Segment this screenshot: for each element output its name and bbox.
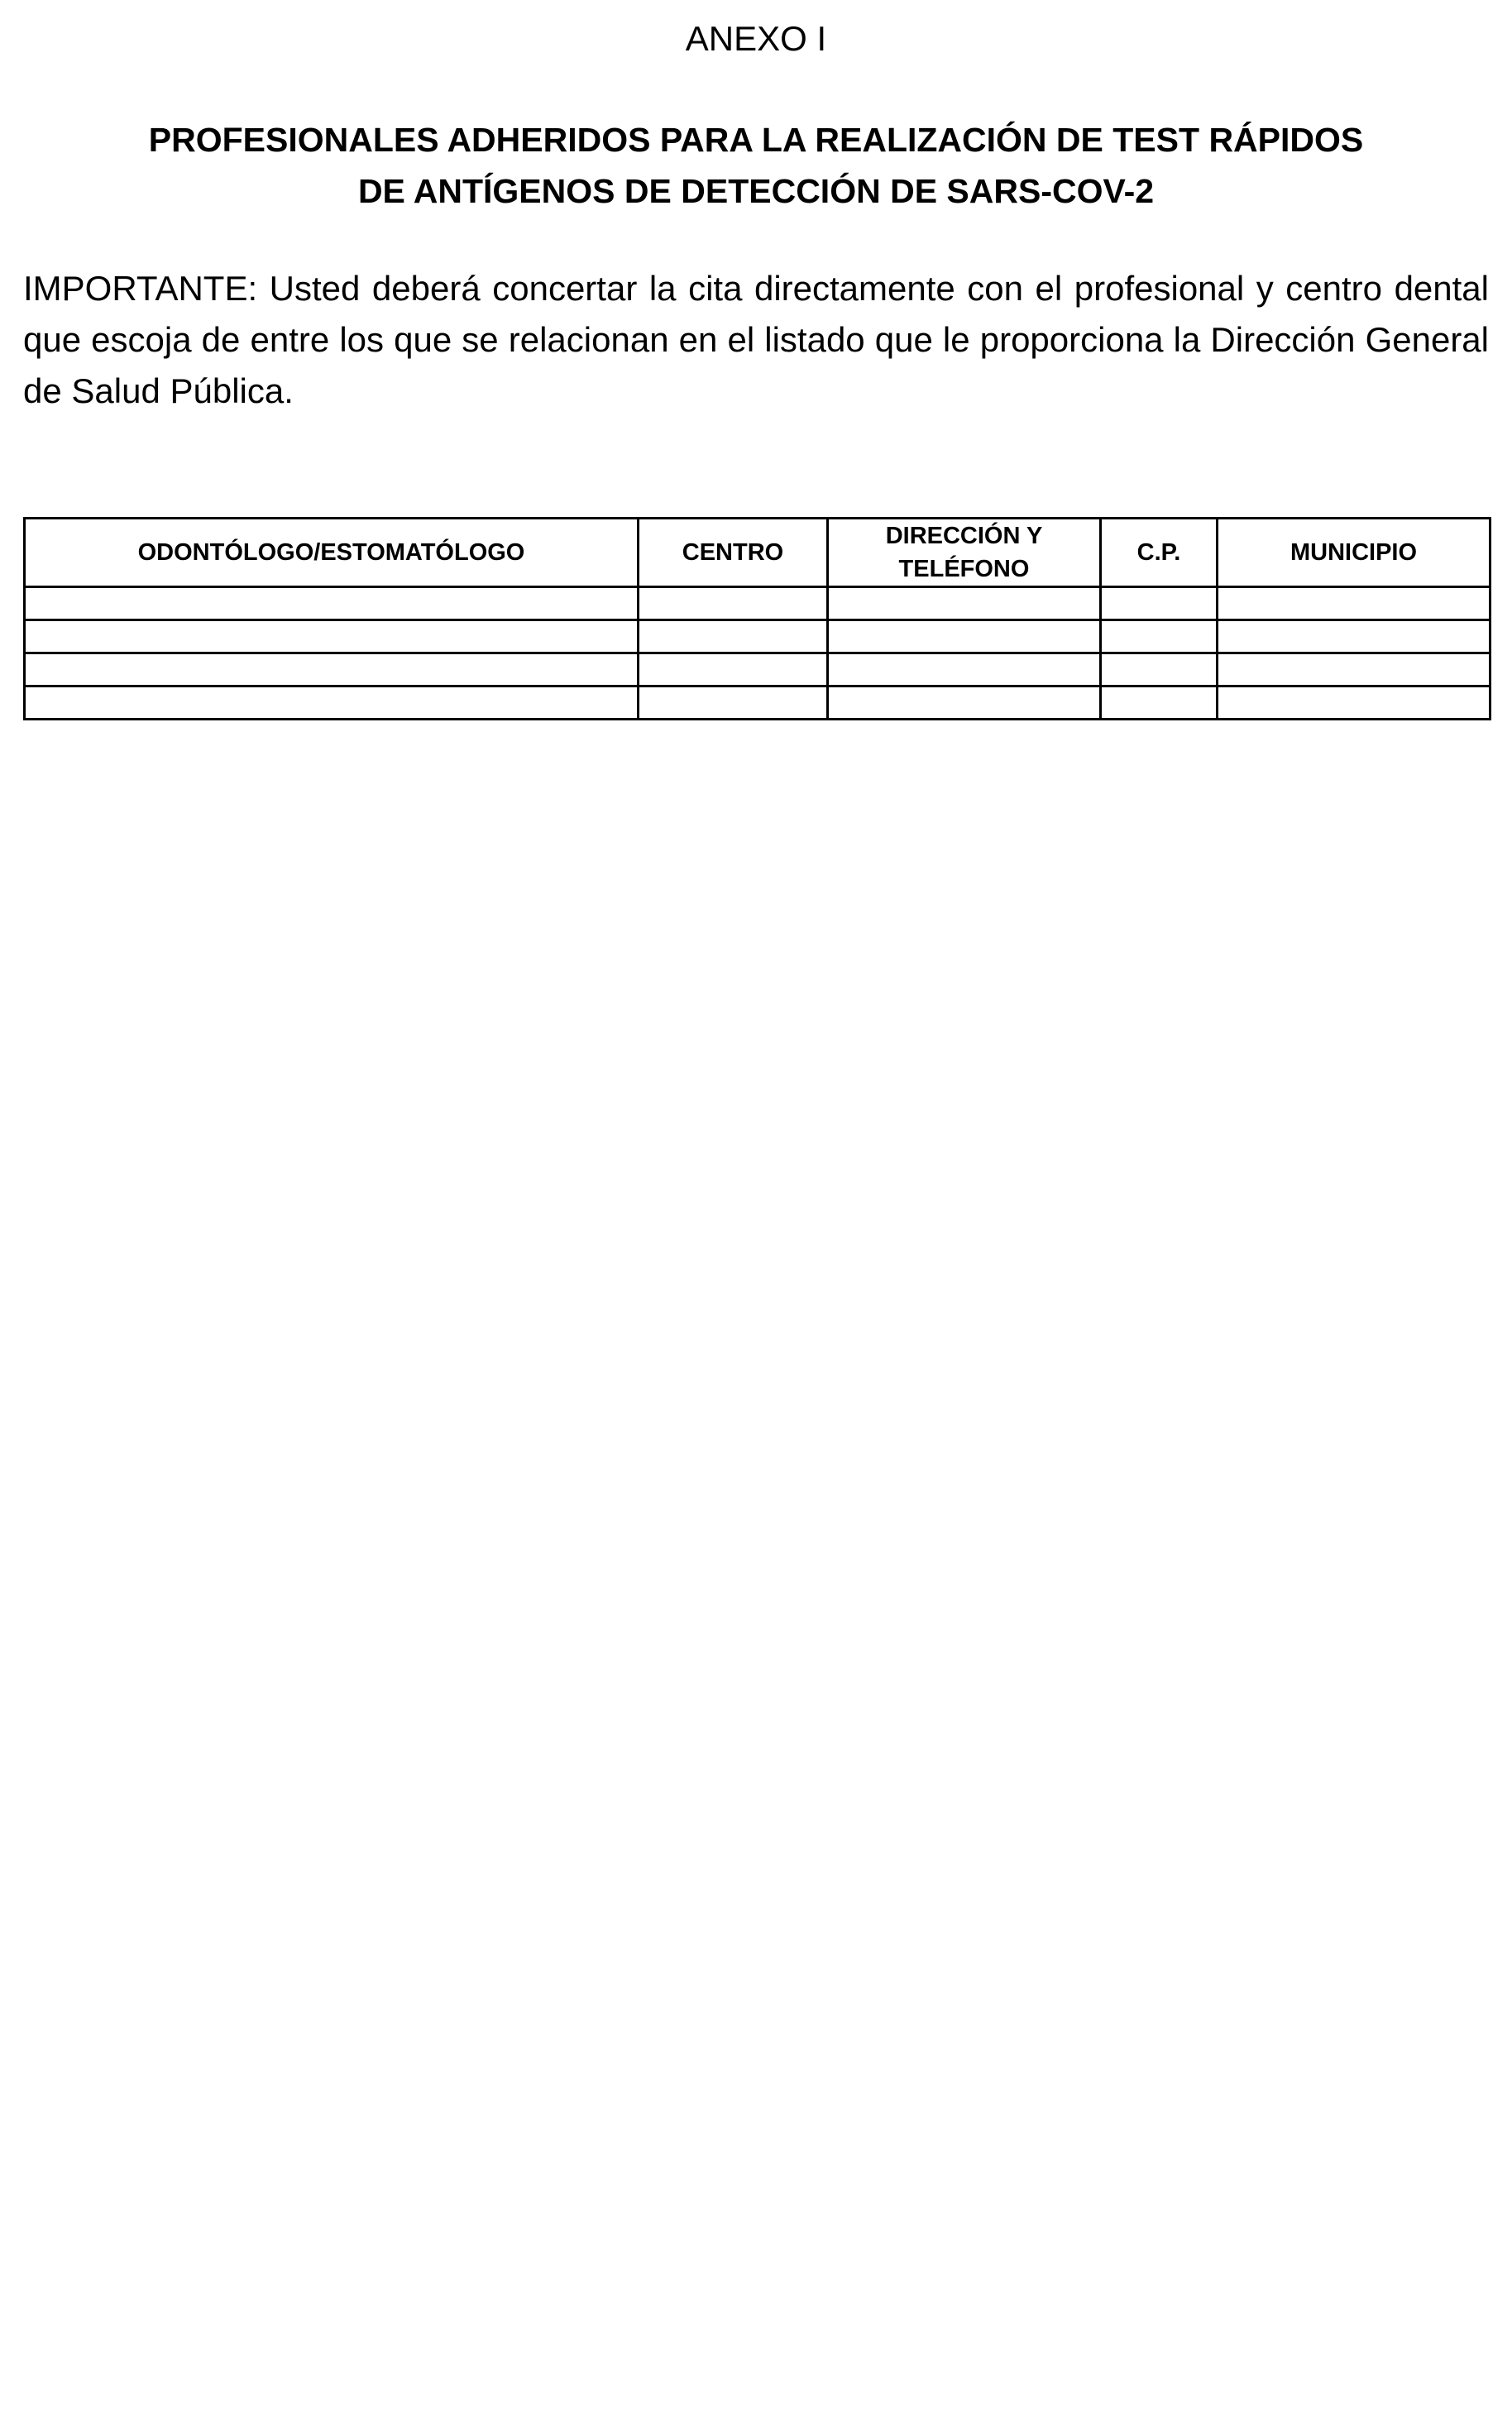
table-row (25, 620, 1490, 653)
table-row (25, 686, 1490, 720)
table-cell-address-phone (828, 620, 1101, 653)
table-cell-address-phone (828, 653, 1101, 686)
professionals-table-container (23, 517, 1489, 720)
table-row (25, 587, 1490, 620)
important-notice: IMPORTANTE: Usted deberá concertar la cita directamente con el profesional y centro dental que escoja de entre los que se relacionan en el listado que le proporciona la Dirección General de Salud Pública. (23, 269, 1489, 410)
table-cell-postal-code (1101, 686, 1218, 720)
column-header-dentist: ODONTÓLOGO/ESTOMATÓLOGO (25, 519, 639, 587)
table-cell-municipality (1218, 620, 1490, 653)
column-header-center: CENTRO (639, 519, 828, 587)
table-cell-address-phone (828, 587, 1101, 620)
table-cell-municipality (1218, 653, 1490, 686)
annex-label: ANEXO I (685, 19, 827, 58)
table-cell-center (639, 686, 828, 720)
table-cell-postal-code (1101, 587, 1218, 620)
table-cell-center (639, 620, 828, 653)
column-header-address-phone: DIRECCIÓN Y TELÉFONO (828, 519, 1101, 587)
professionals-table (23, 517, 1491, 720)
table-cell-postal-code (1101, 620, 1218, 653)
table-cell-center (639, 587, 828, 620)
table-row (25, 653, 1490, 686)
column-header-postal-code: C.P. (1101, 519, 1218, 587)
document-title (83, 114, 1429, 217)
table-cell-center (639, 653, 828, 686)
table-cell-dentist (25, 653, 639, 686)
table-cell-dentist (25, 686, 639, 720)
table-cell-dentist (25, 620, 639, 653)
table-cell-municipality (1218, 686, 1490, 720)
table-cell-dentist (25, 587, 639, 620)
table-cell-municipality (1218, 587, 1490, 620)
table-header-row (25, 519, 1490, 587)
table-cell-address-phone (828, 686, 1101, 720)
column-header-municipality: MUNICIPIO (1218, 519, 1490, 587)
document-title-line-1: PROFESIONALES ADHERIDOS PARA LA REALIZACIÓN DE TEST RÁPIDOS (148, 121, 1364, 159)
table-cell-postal-code (1101, 653, 1218, 686)
document-title-line-2: DE ANTÍGENOS DE DETECCIÓN DE SARS-COV-2 (357, 172, 1155, 210)
